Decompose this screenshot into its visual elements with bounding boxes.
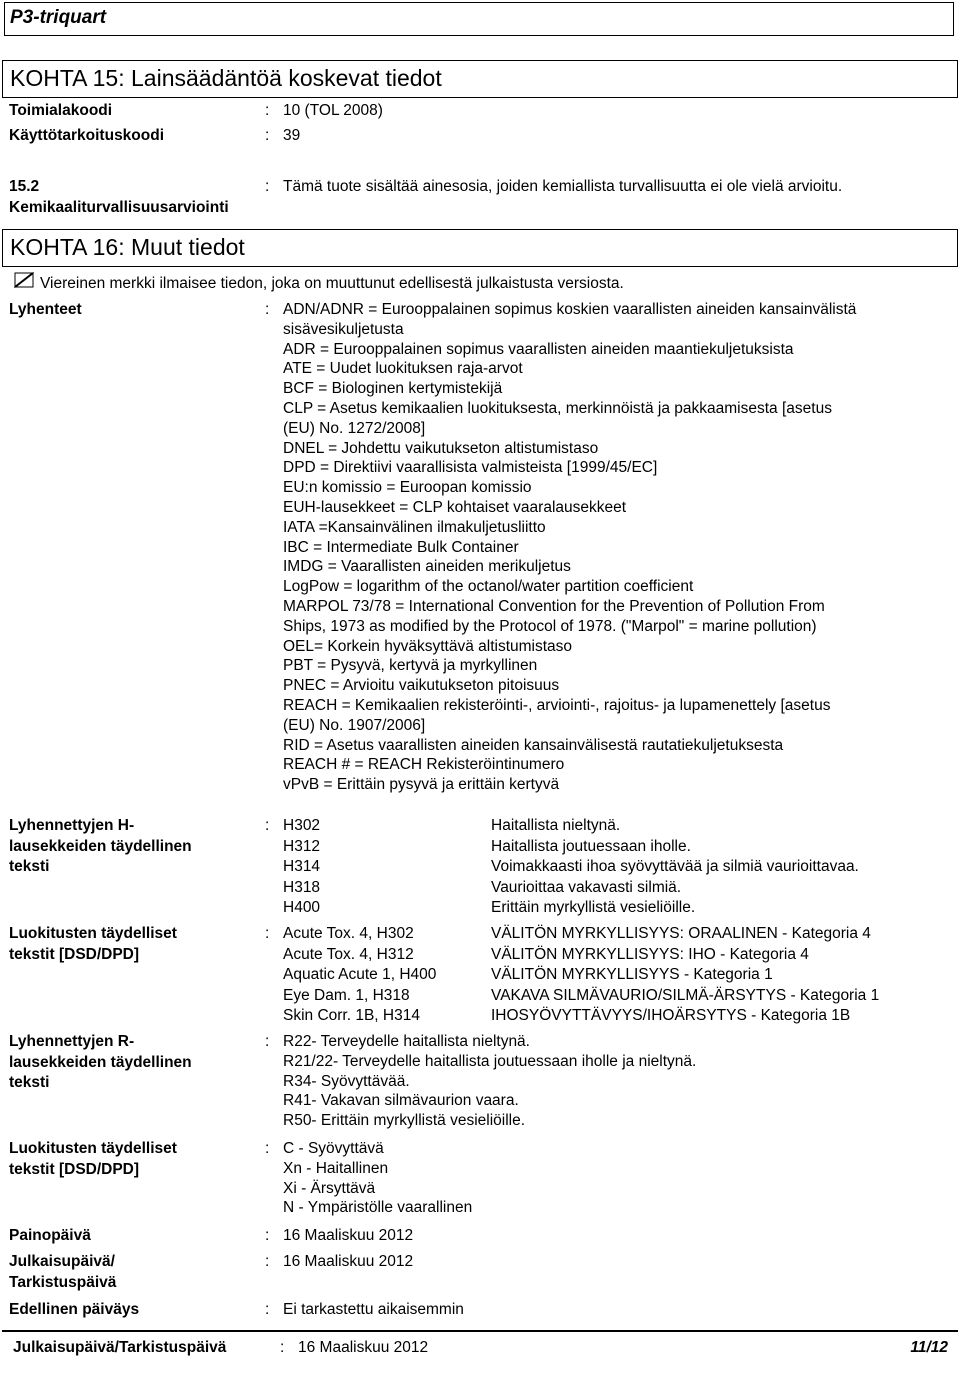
colon: :	[265, 925, 270, 942]
classification-code: Eye Dam. 1, H318	[283, 986, 410, 1004]
label-line: lausekkeiden täydellinen	[9, 837, 192, 855]
abbreviation-line: EU:n komissio = Euroopan komissio	[283, 479, 532, 497]
label-line: tekstit [DSD/DPD]	[9, 1160, 140, 1178]
h-phrase-text: Vaurioittaa vakavasti silmiä.	[491, 878, 682, 896]
abbreviation-line: DNEL = Johdettu vaikutukseton altistumistaso	[283, 439, 599, 457]
issue-date-value: 16 Maaliskuu 2012	[283, 1253, 414, 1270]
classification-texts	[491, 924, 879, 1027]
abbreviation-line: LogPow = logarithm of the octanol/water partition coefficient	[283, 578, 694, 596]
abbreviation-line: REACH = Kemikaalien rekisteröinti-, arviointi-, rajoitus- ja lupamenettely [asetus	[283, 696, 831, 714]
abbreviation-line: BCF = Biologinen kertymistekijä	[283, 380, 503, 398]
previous-date-value: Ei tarkastettu aikaisemmin	[283, 1301, 464, 1318]
r-phrase-line: R22- Terveydelle haitallista nieltynä.	[283, 1033, 530, 1050]
r-phrase-list	[283, 1032, 696, 1131]
label-line: teksti	[9, 858, 50, 875]
usage-code-value: 39	[283, 127, 301, 144]
print-date-label: Painopäivä	[9, 1227, 91, 1244]
colon: :	[265, 301, 270, 318]
abbreviation-line: (EU) No. 1907/2006]	[283, 716, 426, 734]
abbreviation-line: OEL= Korkein hyväksyttävä altistumistaso	[283, 637, 573, 655]
abbreviation-line: DPD = Direktiivi vaarallisista valmisteista [1999/45/EC]	[283, 459, 658, 477]
abbreviation-line: MARPOL 73/78 = International Convention for the Prevention of Pollution From	[283, 597, 825, 615]
h-phrase-text: Voimakkaasti ihoa syövyttävää ja silmiä vaurioittavaa.	[491, 858, 859, 875]
change-marker-icon	[14, 272, 34, 288]
h-phrase-code: H314	[283, 858, 321, 875]
label-line: tekstit [DSD/DPD]	[9, 945, 140, 963]
label-line: Tarkistuspäivä	[9, 1273, 117, 1291]
footer-date-label: Julkaisupäivä/Tarkistuspäivä	[13, 1339, 227, 1356]
section-16-heading: KOHTA 16: Muut tiedot	[10, 234, 245, 260]
abbreviation-line: CLP = Asetus kemikaalien luokituksesta, merkinnöistä ja pakkaamisesta [asetus	[283, 399, 832, 417]
footer-divider	[2, 1330, 958, 1332]
h-phrase-text: Haitallista joutuessaan iholle.	[491, 837, 691, 855]
h-phrase-code: H318	[283, 878, 321, 896]
abbreviation-line: IATA =Kansainvälinen ilmakuljetusliitto	[283, 518, 546, 536]
r-phrases-label	[9, 1032, 192, 1094]
page-number: 11/12	[910, 1339, 948, 1356]
abbreviation-line: sisävesikuljetusta	[283, 320, 404, 338]
h-phrase-code: H312	[283, 837, 321, 855]
footer-date-value: 16 Maaliskuu 2012	[298, 1339, 429, 1356]
colon: :	[265, 178, 270, 195]
label-line: Lyhennettyjen R-	[9, 1033, 135, 1050]
label-line: 15.2	[9, 178, 40, 195]
chemical-safety-assessment-label	[9, 177, 229, 218]
industry-code-value: 10 (TOL 2008)	[283, 102, 383, 119]
colon: :	[265, 102, 270, 119]
r-phrase-line: R21/22- Terveydelle haitallista joutuessaan iholle ja nieltynä.	[283, 1052, 697, 1070]
classification-text: VÄLITÖN MYRKYLLISYYS - Kategoria 1	[491, 966, 773, 983]
classification-clp-label	[9, 924, 177, 965]
section-15-heading-box	[2, 60, 958, 98]
classification-code: Acute Tox. 4, H302	[283, 925, 414, 942]
r-phrase-line: R41- Vakavan silmävaurion vaara.	[283, 1092, 519, 1110]
classification-dsd-label	[9, 1139, 177, 1180]
classification-text: IHOSYÖVYTTÄVYYS/IHOÄRSYTYS - Kategoria 1B	[491, 1007, 851, 1024]
label-line: Lyhennettyjen H-	[9, 817, 135, 834]
abbreviation-line: ATE = Uudet luokituksen raja-arvot	[283, 360, 523, 378]
h-phrase-code: H400	[283, 899, 321, 916]
document-header	[4, 2, 954, 36]
section-16-heading-box	[2, 229, 958, 267]
h-phrase-codes	[283, 816, 320, 919]
label-line: Kemikaaliturvallisuusarviointi	[9, 198, 229, 216]
abbreviation-line: Ships, 1973 as modified by the Protocol of 1978. ("Marpol" = marine pollution)	[283, 617, 817, 635]
h-phrase-code: H302	[283, 817, 321, 834]
r-phrase-line: R34- Syövyttävää.	[283, 1072, 410, 1090]
product-title: P3-triquart	[10, 7, 107, 28]
section-15-heading: KOHTA 15: Lainsäädäntöä koskevat tiedot	[10, 65, 442, 91]
classification-code: Aquatic Acute 1, H400	[283, 966, 437, 983]
h-phrase-text: Haitallista nieltynä.	[491, 817, 621, 834]
r-phrase-line: R50- Erittäin myrkyllistä vesieliöille.	[283, 1112, 526, 1130]
abbreviation-line: vPvB = Erittäin pysyvä ja erittäin kertyvä	[283, 776, 560, 794]
colon: :	[265, 127, 270, 144]
abbreviation-line: EUH-lausekkeet = CLP kohtaiset vaaralausekkeet	[283, 498, 627, 516]
label-line: teksti	[9, 1074, 50, 1091]
colon: :	[265, 1140, 270, 1157]
label-line: Julkaisupäivä/	[9, 1253, 115, 1270]
abbreviation-line: (EU) No. 1272/2008]	[283, 419, 426, 437]
abbreviation-line: PBT = Pysyvä, kertyvä ja myrkyllinen	[283, 657, 538, 675]
colon: :	[265, 1033, 270, 1050]
abbreviation-line: REACH # = REACH Rekisteröintinumero	[283, 756, 565, 774]
footer-colon: :	[280, 1339, 285, 1356]
abbreviation-line: IBC = Intermediate Bulk Container	[283, 538, 519, 556]
abbreviation-line: ADN/ADNR = Eurooppalainen sopimus koskien vaarallisten aineiden kansainvälistä	[283, 301, 857, 318]
dsd-classification-list	[283, 1139, 472, 1218]
h-phrases-label	[9, 816, 192, 878]
classification-text: VAKAVA SILMÄVAURIO/SILMÄ-ÄRSYTYS - Kategoria 1	[491, 986, 880, 1004]
colon: :	[265, 1253, 270, 1270]
abbreviation-line: ADR = Eurooppalainen sopimus vaarallisten aineiden maantiekuljetuksista	[283, 340, 794, 358]
usage-code-label: Käyttötarkoituskoodi	[9, 127, 165, 144]
change-note: Viereinen merkki ilmaisee tiedon, joka on muuttunut edellisestä julkaistusta versiosta.	[40, 275, 624, 292]
abbreviation-line: PNEC = Arvioitu vaikutukseton pitoisuus	[283, 677, 560, 695]
dsd-classification-line: Xi - Ärsyttävä	[283, 1179, 376, 1197]
chemical-safety-assessment-value: Tämä tuote sisältää ainesosia, joiden kemiallista turvallisuutta ei ole vielä arvioitu.	[283, 178, 843, 195]
colon: :	[265, 1301, 270, 1318]
classification-code: Skin Corr. 1B, H314	[283, 1007, 420, 1024]
dsd-classification-line: C - Syövyttävä	[283, 1140, 384, 1157]
label-line: Luokitusten täydelliset	[9, 1140, 177, 1157]
abbreviation-line: RID = Asetus vaarallisten aineiden kansainvälisestä rautatiekuljetuksesta	[283, 736, 784, 754]
colon: :	[265, 1227, 270, 1244]
abbreviations-label: Lyhenteet	[9, 301, 82, 318]
previous-date-label: Edellinen päiväys	[9, 1301, 140, 1318]
issue-date-label	[9, 1252, 116, 1293]
classification-codes	[283, 924, 436, 1027]
industry-code-label: Toimialakoodi	[9, 102, 113, 119]
label-line: lausekkeiden täydellinen	[9, 1053, 192, 1071]
abbreviation-line: IMDG = Vaarallisten aineiden merikuljetus	[283, 558, 571, 576]
abbreviations-list	[283, 300, 856, 795]
classification-text: VÄLITÖN MYRKYLLISYYS: ORAALINEN - Kategoria 4	[491, 925, 871, 942]
label-line: Luokitusten täydelliset	[9, 925, 177, 942]
h-phrase-texts	[491, 816, 859, 919]
colon: :	[265, 817, 270, 834]
dsd-classification-line: Xn - Haitallinen	[283, 1159, 389, 1177]
classification-code: Acute Tox. 4, H312	[283, 945, 414, 963]
classification-text: VÄLITÖN MYRKYLLISYYS: IHO - Kategoria 4	[491, 945, 809, 963]
print-date-value: 16 Maaliskuu 2012	[283, 1227, 414, 1244]
dsd-classification-line: N - Ympäristölle vaarallinen	[283, 1199, 473, 1217]
h-phrase-text: Erittäin myrkyllistä vesieliöille.	[491, 899, 696, 916]
